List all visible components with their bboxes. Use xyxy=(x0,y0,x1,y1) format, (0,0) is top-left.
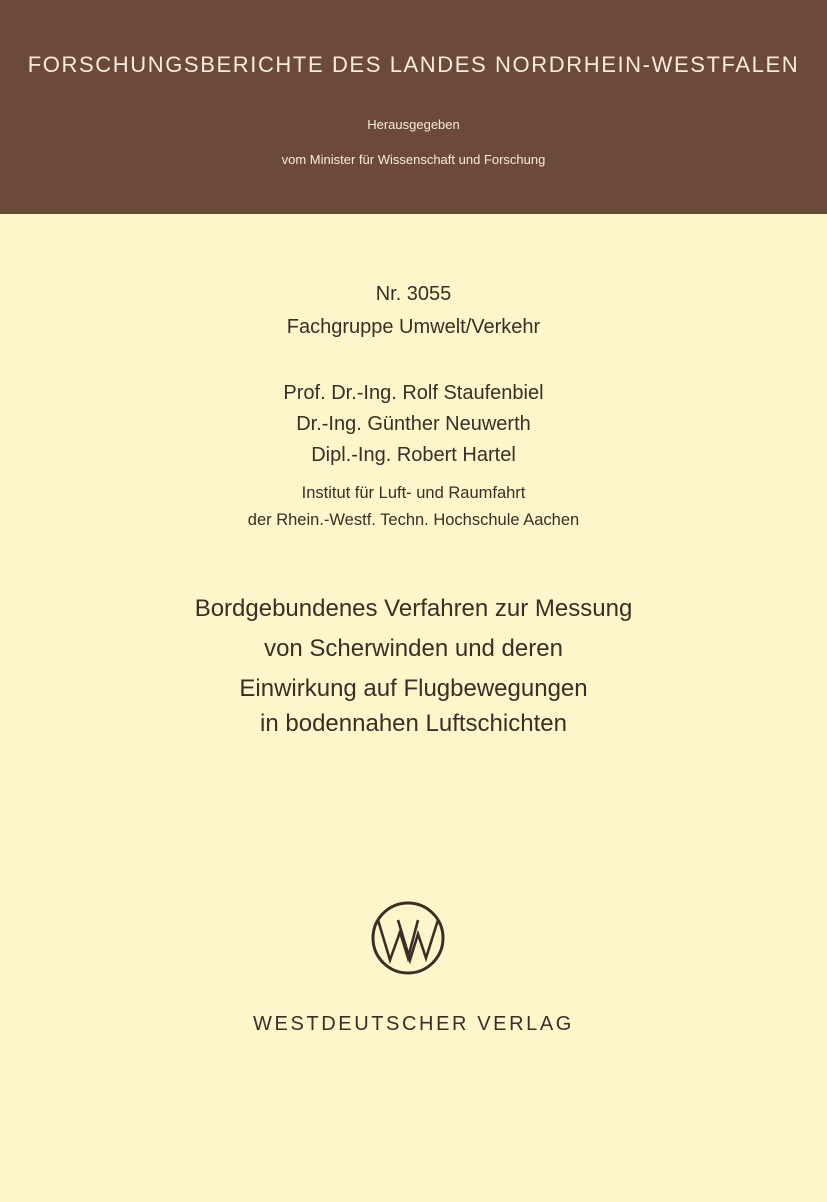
series-title: FORSCHUNGSBERICHTE DES LANDES NORDRHEIN-WESTFALEN xyxy=(27,52,800,77)
publisher-name: WESTDEUTSCHER VERLAG xyxy=(253,1013,574,1035)
editor: vom Minister für Wissenschaft und Forschung xyxy=(281,152,546,167)
title-line-2: von Scherwinden und deren xyxy=(264,635,563,662)
report-number: Nr. 3055 xyxy=(375,283,452,305)
editor-label: Herausgegeben xyxy=(367,117,460,132)
institute-line-1: Institut für Luft- und Raumfahrt xyxy=(301,484,526,502)
header-band xyxy=(0,0,827,214)
author-2: Dr.-Ing. Günther Neuwerth xyxy=(296,413,531,435)
author-3: Dipl.-Ing. Robert Hartel xyxy=(311,444,516,466)
title-line-4: in bodennahen Luftschichten xyxy=(260,710,567,737)
author-1: Prof. Dr.-Ing. Rolf Staufenbiel xyxy=(283,382,544,404)
title-line-1: Bordgebundenes Verfahren zur Messung xyxy=(194,595,633,622)
report-group: Fachgruppe Umwelt/Verkehr xyxy=(286,316,541,338)
westdeutscher-verlag-ww-logo-icon xyxy=(370,900,446,976)
title-line-3: Einwirkung auf Flugbewegungen xyxy=(239,675,588,702)
institute-line-2: der Rhein.-Westf. Techn. Hochschule Aachen xyxy=(247,511,580,529)
